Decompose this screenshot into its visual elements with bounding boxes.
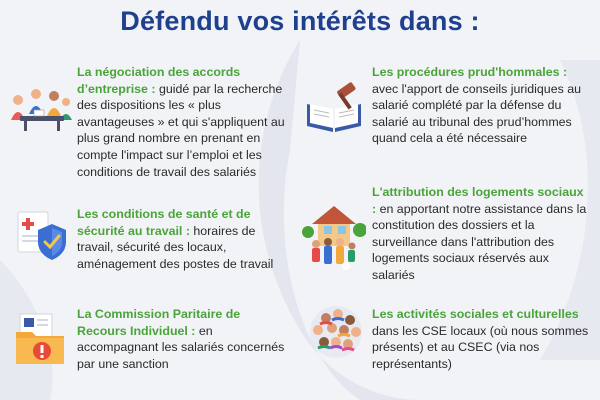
people-circle-icon [308,304,364,360]
health-shield-icon [14,206,70,262]
item-negociation-heading: La négociation des accords d’entreprise : [77,65,241,96]
item-logements-text: en apportant notre assistance dans la constitution des dossiers et la surveillance dans l'attribution des logements sociaux réservés aux salariés [372,201,587,282]
item-logements [372,184,590,284]
folder-alert-icon [14,310,70,366]
house-family-icon [302,202,366,272]
page-title: Défendu vos intérêts dans : [120,6,480,36]
item-negociation-text: guidé par la recherche des dispositions les « plus avantageuses » et qui s'appliquent au plus grand nombre en prenant en compte l'impact sur l’emploi et les conditions de travail des salariés [77,81,285,179]
item-activites-text: dans les CSE locaux (où nous sommes présents) et au CSEC (via nos représentants) [372,323,589,371]
meeting-icon [8,86,74,132]
item-prudhommes-text: avec l'apport de conseils juridiques au salarié complété par la défense du salarié au tribunal des prud’hommes quand cela a été nécessaire [372,81,582,146]
item-commission-heading: La Commission Paritaire de Recours Individuel : [77,307,241,338]
item-commission [77,306,291,372]
item-negociation [77,64,289,180]
item-commission-text: en accompagnant les salariés concernés par une sanction [77,323,285,371]
item-sante-text: horaires de travail, sécurité des locaux, aménagement des postes de travail [77,223,274,271]
item-prudhommes-heading: Les procédures prud'hommales : [372,65,568,79]
item-activites-heading: Les activités sociales et culturelles [372,307,579,321]
item-logements-heading: L'attribution des logements sociaux : [372,185,584,216]
item-sante [77,206,291,272]
item-sante-heading: Les conditions de santé et de sécurité au travail : [77,207,251,238]
item-prudhommes [372,64,590,147]
item-activites [372,306,590,372]
law-book-gavel-icon [303,82,365,134]
